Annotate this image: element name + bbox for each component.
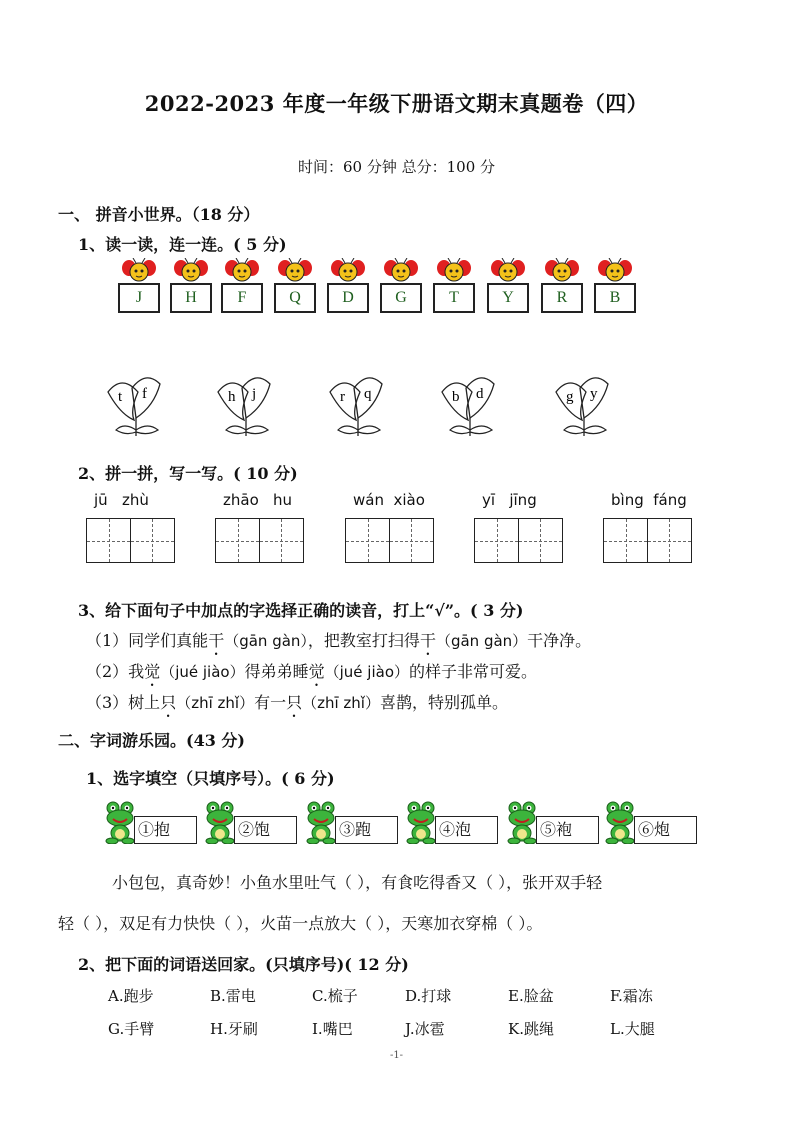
q1-heading: 1、读一读，连一连。( 5 分) [78,235,287,254]
bee-icon [278,258,312,281]
page-title: 2022-2023 年度一年级下册语文期末真题卷（四） [144,91,649,116]
letter-box[interactable]: T [433,283,475,313]
pinyin-choice[interactable]: （zhī zhǐ） [302,694,380,712]
exam-info: 时间：60 分钟 总分：100 分 [297,158,496,176]
pinyin-label: yī jīng [482,491,537,509]
sentence-2 [86,659,537,690]
fill-line-1: 小包包，真奇妙！小鱼水里吐气（ ），有食吃得香又（ ），张开双手轻 [112,873,603,892]
word-item: I.嘴巴 [312,1020,353,1038]
page-number: -1- [389,1050,404,1061]
dotted-char: 干 [419,631,436,650]
option-box: ③跑 [335,816,398,844]
dotted-char: 干 [208,631,225,650]
word-item: K.跳绳 [508,1020,554,1038]
grid-cell[interactable] [474,518,519,563]
flower-icon [108,378,160,436]
flower-letter: f [142,386,147,402]
option-box: ⑤袍 [536,816,599,844]
bee-row [110,258,640,286]
flower-letter: y [590,386,598,402]
bee-icon [491,258,525,281]
option-box: ②饱 [234,816,297,844]
s2-q1-heading: 1、选字填空（只填序号）。( 6 分) [86,769,335,788]
word-item: D.打球 [405,987,452,1005]
sentence-3 [86,690,508,721]
option-box: ④泡 [435,816,498,844]
letter-box[interactable]: B [594,283,636,313]
flower-icon [556,378,608,436]
grid-cell[interactable] [647,518,692,563]
q2-heading: 2、拼一拼，写一写。( 10 分) [78,464,298,483]
pinyin-label: jū zhù [94,491,149,509]
bee-icon [122,258,156,281]
s1-part-a: （1）同学们真能 [86,631,209,650]
dotted-char: 只 [286,693,303,712]
word-item: C.梳子 [312,987,358,1005]
letter-box[interactable]: R [541,283,583,313]
word-item: G.手臂 [108,1020,155,1038]
fill-line-2: 轻（ ），双足有力快快（ ），火苗一点放大（ ），天寒加衣穿棉（ ）。 [58,914,543,933]
dotted-char: 觉 [308,662,325,681]
pinyin-choice[interactable]: （jué jiào） [324,663,410,681]
grid-cell[interactable] [345,518,390,563]
word-item: E.脸盆 [508,987,554,1005]
pinyin-label: bìng fáng [611,491,687,509]
grid-cell[interactable] [518,518,563,563]
s1-part-c: 干净净。 [527,631,592,650]
word-item: H.牙刷 [210,1020,258,1038]
s3-part-b: 有一 [254,693,287,712]
flower-icon [330,378,382,436]
writing-grid[interactable] [603,518,690,563]
bee-icon [225,258,259,281]
section1-heading: 一、 拼音小世界。（18 分） [58,205,260,224]
section2-heading: 二、字词游乐园。(43 分) [58,731,245,750]
frog-icon [204,800,236,844]
letter-box[interactable]: D [327,283,369,313]
pinyin-label: wán xiào [353,491,425,509]
s2-q2-heading: 2、把下面的词语送回家。(只填序号)( 12 分) [78,955,409,974]
option-box: ⑥炮 [634,816,697,844]
bee-icon [545,258,579,281]
grid-cell[interactable] [86,518,131,563]
writing-grid[interactable] [345,518,432,563]
word-item: J.冰雹 [405,1020,445,1038]
letter-box[interactable]: F [221,283,263,313]
s3-part-c: 喜鹊，特别孤单。 [379,693,508,712]
flower-letter: b [452,389,460,405]
letter-box[interactable]: H [170,283,212,313]
grid-cell[interactable] [130,518,175,563]
flower-letter: h [228,389,236,405]
flower-row [90,370,650,440]
writing-grid[interactable] [474,518,561,563]
frog-icon [405,800,437,844]
bee-icon [331,258,365,281]
grid-cell[interactable] [215,518,260,563]
option-box: ①抱 [134,816,197,844]
frog-icon [305,800,337,844]
pinyin-label: zhāo hu [223,491,293,509]
bee-icon [384,258,418,281]
s2-part-c: 的样子非常可爱。 [409,662,538,681]
flower-letter: r [340,389,345,405]
s2-part-b: 得弟弟睡 [244,662,309,681]
grid-cell[interactable] [259,518,304,563]
frog-icon [506,800,538,844]
word-item: B.雷电 [210,987,256,1005]
word-item: F.霜冻 [610,987,653,1005]
s2-part-a: （2）我 [86,662,145,681]
flower-icon [218,378,270,436]
frog-icon [104,800,136,844]
sentence-1 [86,628,591,659]
letter-box[interactable]: Y [487,283,529,313]
flower-letter: g [566,389,574,405]
bee-icon [437,258,471,281]
dotted-char: 只 [160,693,177,712]
writing-grid[interactable] [86,518,173,563]
grid-cell[interactable] [389,518,434,563]
frog-icon [604,800,636,844]
s1-part-b: ，把教室打扫得 [307,631,420,650]
pinyin-choice[interactable]: （jué jiào） [160,663,245,681]
pinyin-choice[interactable]: （zhī zhǐ） [176,694,255,712]
flower-icon [442,378,494,436]
flower-letter: t [118,389,123,405]
flower-letter: j [252,386,257,402]
bee-icon [598,258,632,281]
pinyin-choice[interactable]: （gān gàn） [435,632,528,650]
dotted-char: 觉 [144,662,161,681]
letter-box[interactable]: G [380,283,422,313]
bee-icon [174,258,208,281]
word-item: L.大腿 [610,1020,655,1038]
flower-letter: d [476,386,484,402]
letter-box[interactable]: J [118,283,160,313]
writing-grid[interactable] [215,518,302,563]
word-item: A.跑步 [108,987,154,1005]
q3-heading: 3、给下面句子中加点的字选择正确的读音，打上“√”。( 3 分) [78,601,524,620]
flower-letter: q [364,386,372,402]
letter-box[interactable]: Q [274,283,316,313]
pinyin-choice[interactable]: （gān gàn） [224,632,308,650]
grid-cell[interactable] [603,518,648,563]
s3-part-a: （3）树上 [86,693,161,712]
